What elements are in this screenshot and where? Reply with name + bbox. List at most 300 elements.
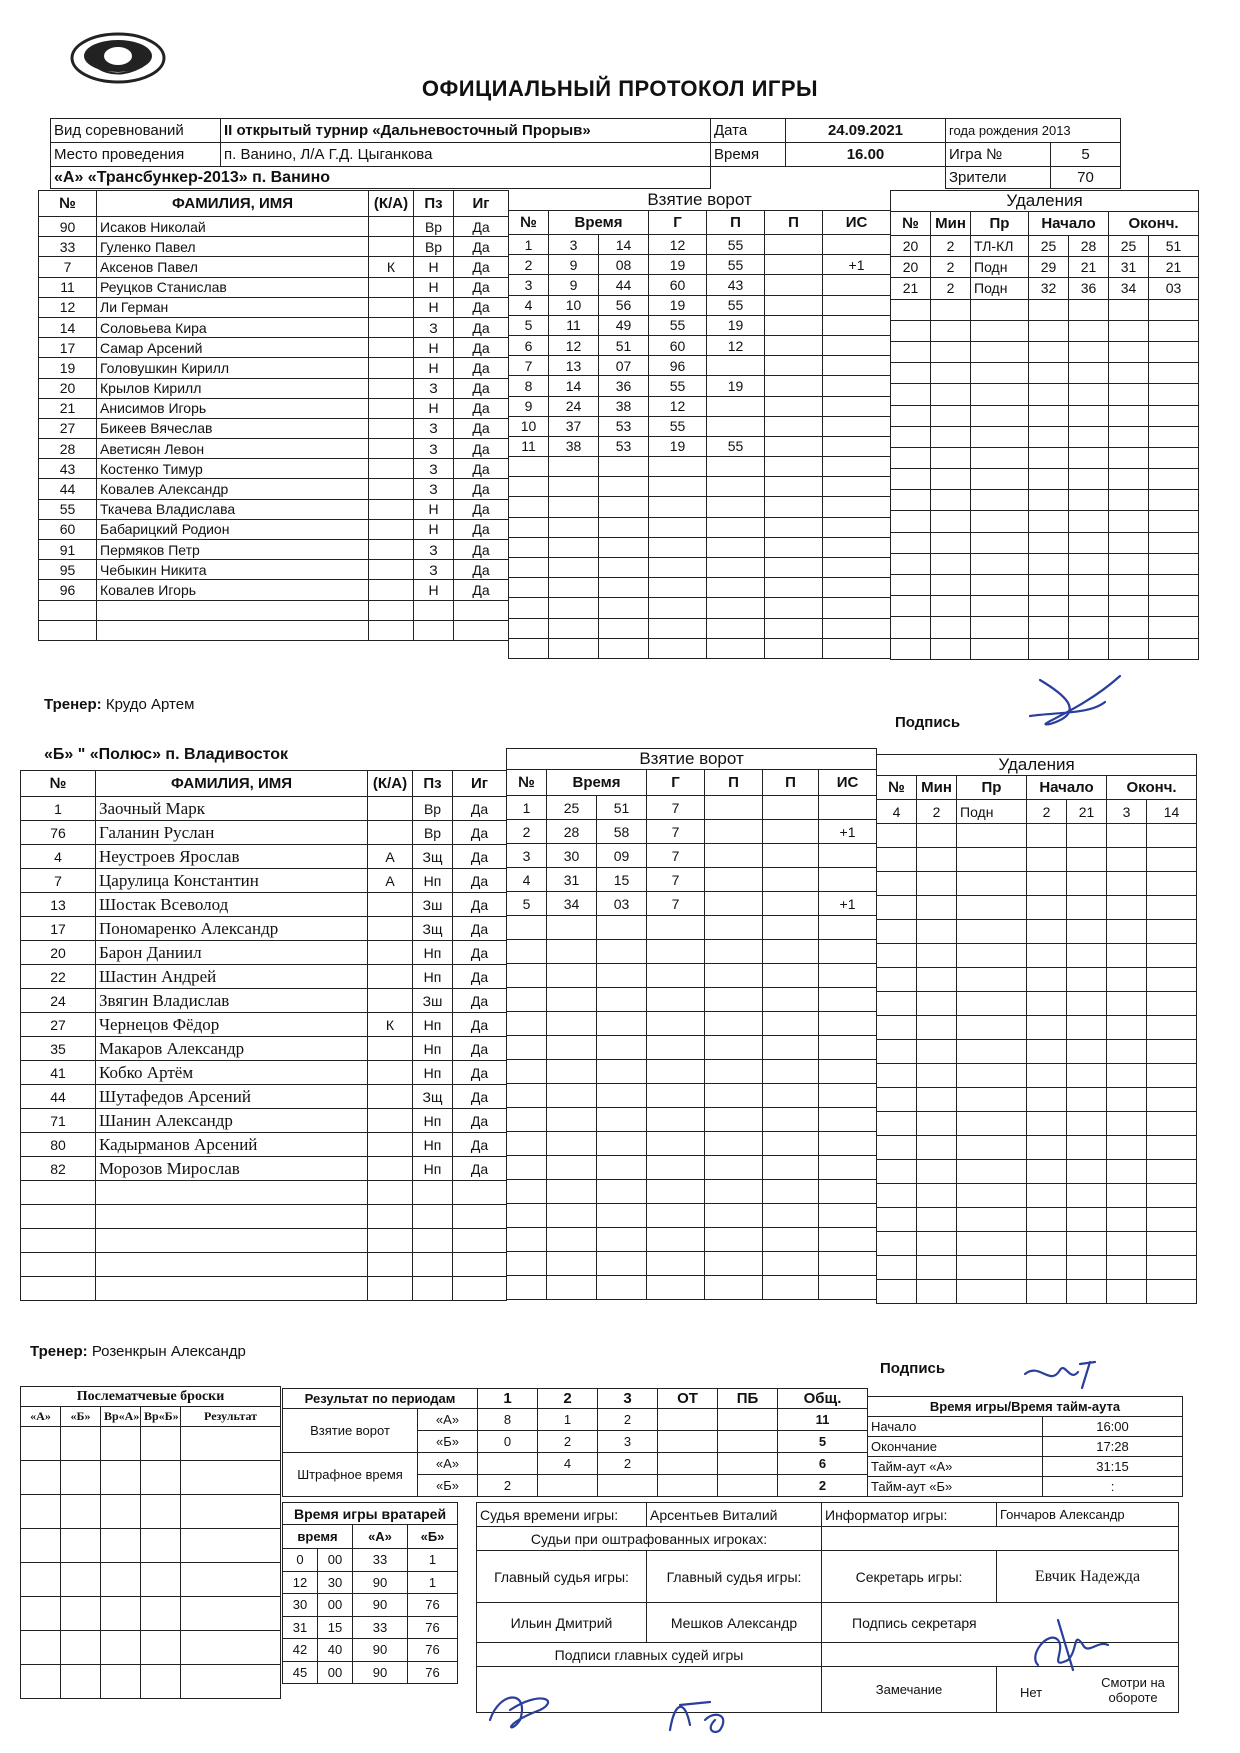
table-row bbox=[507, 1156, 877, 1180]
player-position: Вр bbox=[414, 217, 454, 237]
goal-scorer: 7 bbox=[647, 820, 705, 844]
pen-player bbox=[891, 320, 931, 341]
table-row bbox=[507, 1276, 877, 1300]
goalie-b: 1 bbox=[408, 1549, 458, 1572]
pen-player bbox=[891, 617, 931, 638]
pen-end-sec bbox=[1147, 1040, 1197, 1064]
timekeeper-value: Арсентьев Виталий bbox=[647, 1503, 822, 1527]
player-position: Зш bbox=[413, 989, 453, 1013]
player-position: З bbox=[414, 540, 454, 560]
table-row bbox=[507, 964, 877, 988]
player-role-ka bbox=[368, 1205, 413, 1229]
player-name: Ткачева Владислава bbox=[97, 499, 369, 519]
player-role-ka bbox=[368, 917, 413, 941]
goal-min: 34 bbox=[547, 892, 597, 916]
goal-min: 25 bbox=[547, 796, 597, 820]
player-name: Кадырманов Арсений bbox=[96, 1133, 368, 1157]
goal-no: 4 bbox=[507, 868, 547, 892]
table-row bbox=[39, 600, 509, 620]
player-number: 96 bbox=[39, 580, 97, 600]
pen-minutes: 2 bbox=[931, 236, 971, 257]
player-number: 12 bbox=[39, 297, 97, 317]
player-role-ka: А bbox=[368, 869, 413, 893]
pen-minutes bbox=[931, 511, 971, 532]
player-number: 27 bbox=[39, 418, 97, 438]
goal-situation bbox=[819, 1060, 877, 1084]
table-row bbox=[877, 968, 1197, 992]
pen-start-min bbox=[1029, 553, 1069, 574]
goal-sec bbox=[597, 1156, 647, 1180]
competition-label: Вид соревнований bbox=[51, 119, 221, 143]
pen-end-min bbox=[1107, 944, 1147, 968]
start-label: Начало bbox=[868, 1417, 1043, 1437]
goal-scorer bbox=[649, 578, 707, 598]
pen-minutes bbox=[917, 872, 957, 896]
pen-end-sec bbox=[1147, 944, 1197, 968]
pen-reason bbox=[971, 532, 1029, 553]
player-role-ka bbox=[368, 1157, 413, 1181]
player-number: 7 bbox=[21, 869, 96, 893]
goal-assist-2 bbox=[763, 1036, 819, 1060]
goal-sec bbox=[597, 1084, 647, 1108]
goal-no bbox=[509, 598, 549, 618]
venue-label: Место проведения bbox=[51, 143, 221, 167]
player-number: 21 bbox=[39, 398, 97, 418]
table-row bbox=[509, 436, 891, 456]
pen-start-sec bbox=[1069, 469, 1109, 490]
pen-reason bbox=[957, 1040, 1027, 1064]
pen-start-min bbox=[1029, 638, 1069, 659]
goal-sec bbox=[597, 940, 647, 964]
table-row bbox=[509, 255, 891, 275]
secretary-sign-label: Подпись секретаря bbox=[822, 1603, 1179, 1643]
team-b-coach-name: Розенкрын Александр bbox=[91, 1343, 246, 1360]
col-pz: Пз bbox=[413, 771, 453, 797]
player-number: 1 bbox=[21, 797, 96, 821]
pen-end-min: 3 bbox=[1107, 800, 1147, 824]
pen-reason bbox=[957, 824, 1027, 848]
pen-minutes bbox=[931, 469, 971, 490]
pen-end-min bbox=[1107, 992, 1147, 1016]
table-row bbox=[21, 1013, 507, 1037]
table-row bbox=[877, 800, 1197, 824]
col-pen-reason: Пр bbox=[957, 776, 1027, 800]
pen-end-sec bbox=[1149, 299, 1199, 320]
pen-start-min bbox=[1029, 384, 1069, 405]
pen-end-sec bbox=[1149, 638, 1199, 659]
pen-player bbox=[891, 384, 931, 405]
goal-scorer: 7 bbox=[647, 868, 705, 892]
table-row bbox=[891, 469, 1199, 490]
goal-sec bbox=[599, 457, 649, 477]
pen-player bbox=[877, 1160, 917, 1184]
goal-assist-2 bbox=[765, 315, 823, 335]
goal-situation bbox=[823, 638, 891, 658]
pen-start-min bbox=[1029, 299, 1069, 320]
goal-sec bbox=[599, 558, 649, 578]
table-row bbox=[507, 1108, 877, 1132]
table-row bbox=[877, 1256, 1197, 1280]
pen-start-min bbox=[1027, 1088, 1067, 1112]
pen-player bbox=[891, 490, 931, 511]
pen-reason bbox=[957, 920, 1027, 944]
goal-assist-2 bbox=[763, 796, 819, 820]
table-row bbox=[877, 1064, 1197, 1088]
referee-signatures bbox=[480, 1680, 780, 1740]
pen-minutes bbox=[931, 320, 971, 341]
table-row bbox=[509, 335, 891, 355]
player-name: Шанин Александр bbox=[96, 1109, 368, 1133]
see-back: Смотри на обороте bbox=[1101, 1674, 1165, 1705]
goalie-min: 0 bbox=[283, 1549, 318, 1572]
date-value: 24.09.2021 bbox=[786, 119, 946, 143]
player-number: 76 bbox=[21, 821, 96, 845]
table-row bbox=[891, 638, 1199, 659]
player-played: Да bbox=[454, 217, 509, 237]
player-number: 55 bbox=[39, 499, 97, 519]
pen-end-min bbox=[1107, 1184, 1147, 1208]
goal-min: 28 bbox=[547, 820, 597, 844]
player-position: Вр bbox=[413, 797, 453, 821]
table-row bbox=[507, 988, 877, 1012]
pen-end-min bbox=[1107, 1136, 1147, 1160]
pen-end-min bbox=[1107, 1160, 1147, 1184]
goalie-a: 90 bbox=[353, 1571, 408, 1594]
goal-min: 38 bbox=[549, 436, 599, 456]
end-value: 17:28 bbox=[1043, 1437, 1183, 1457]
goal-min bbox=[549, 497, 599, 517]
team-a-coach: Тренер: Крудо Артем bbox=[44, 696, 195, 713]
table-row bbox=[507, 1084, 877, 1108]
pen-start-min bbox=[1029, 532, 1069, 553]
pen-end-sec bbox=[1147, 872, 1197, 896]
goal-assist-1 bbox=[705, 1108, 763, 1132]
goal-situation: +1 bbox=[819, 820, 877, 844]
goal-sec bbox=[597, 1012, 647, 1036]
pen-end-min bbox=[1109, 469, 1149, 490]
table-row bbox=[21, 1253, 507, 1277]
pen-reason bbox=[957, 1136, 1027, 1160]
player-name: Аветисян Левон bbox=[97, 439, 369, 459]
table-row bbox=[507, 820, 877, 844]
pen-minutes bbox=[931, 617, 971, 638]
pen-start-min bbox=[1029, 320, 1069, 341]
pen-minutes bbox=[931, 447, 971, 468]
pen-end-min bbox=[1107, 1064, 1147, 1088]
player-role-ka bbox=[368, 1181, 413, 1205]
pen-start-min bbox=[1027, 1256, 1067, 1280]
period-value bbox=[718, 1431, 778, 1453]
table-row bbox=[283, 1661, 458, 1684]
table-row bbox=[507, 1036, 877, 1060]
pen-end-sec bbox=[1149, 320, 1199, 341]
goal-assist-2 bbox=[765, 436, 823, 456]
player-number: 80 bbox=[21, 1133, 96, 1157]
goal-sec bbox=[599, 517, 649, 537]
goal-situation bbox=[819, 1012, 877, 1036]
goal-no bbox=[507, 1276, 547, 1300]
goal-scorer bbox=[649, 517, 707, 537]
pen-end-sec bbox=[1149, 511, 1199, 532]
table-row bbox=[21, 797, 507, 821]
player-number: 35 bbox=[21, 1037, 96, 1061]
goal-situation bbox=[823, 315, 891, 335]
table-row bbox=[21, 965, 507, 989]
player-number bbox=[21, 1277, 96, 1301]
pen-reason bbox=[971, 299, 1029, 320]
pen-reason bbox=[957, 848, 1027, 872]
pen-end-min bbox=[1109, 384, 1149, 405]
pen-start-sec: 21 bbox=[1067, 800, 1107, 824]
table-row bbox=[39, 459, 509, 479]
goal-min bbox=[547, 1108, 597, 1132]
table-row bbox=[509, 295, 891, 315]
pen-start-min bbox=[1029, 490, 1069, 511]
player-role-ka bbox=[368, 1229, 413, 1253]
goal-no: 3 bbox=[507, 844, 547, 868]
pen-player bbox=[891, 532, 931, 553]
table-row bbox=[39, 358, 509, 378]
player-number: 24 bbox=[21, 989, 96, 1013]
table-row bbox=[877, 1112, 1197, 1136]
pen-end-min bbox=[1107, 920, 1147, 944]
goal-no bbox=[509, 558, 549, 578]
goal-no bbox=[509, 537, 549, 557]
goal-no bbox=[507, 1156, 547, 1180]
game-time-table bbox=[867, 1396, 1183, 1497]
goalie-min: 31 bbox=[283, 1616, 318, 1639]
col-goal-time: Время bbox=[547, 770, 647, 796]
pen-minutes bbox=[931, 384, 971, 405]
pen-start-sec bbox=[1067, 968, 1107, 992]
pen-end-min bbox=[1107, 1256, 1147, 1280]
col-pen-end: Оконч. bbox=[1109, 212, 1199, 236]
table-row bbox=[283, 1594, 458, 1617]
pen-start-sec bbox=[1067, 1064, 1107, 1088]
pen-end-sec bbox=[1147, 1232, 1197, 1256]
pen-start-sec bbox=[1069, 511, 1109, 532]
player-name: Кобко Артём bbox=[96, 1061, 368, 1085]
pen-start-sec bbox=[1067, 1208, 1107, 1232]
goalie-col-a: «А» bbox=[353, 1525, 408, 1549]
player-played: Да bbox=[454, 237, 509, 257]
pen-player bbox=[877, 1112, 917, 1136]
goal-scorer: 60 bbox=[649, 335, 707, 355]
goalie-a: 90 bbox=[353, 1661, 408, 1684]
pen-start-sec bbox=[1069, 384, 1109, 405]
player-position bbox=[413, 1277, 453, 1301]
goal-min bbox=[547, 916, 597, 940]
table-row bbox=[891, 553, 1199, 574]
team-b-coach: Тренер: Розенкрын Александр bbox=[30, 1343, 246, 1360]
goal-situation bbox=[823, 335, 891, 355]
goal-sec: 09 bbox=[597, 844, 647, 868]
goalie-b: 1 bbox=[408, 1571, 458, 1594]
pen-start-sec bbox=[1069, 320, 1109, 341]
pen-end-min bbox=[1109, 447, 1149, 468]
period-value: 1 bbox=[538, 1409, 598, 1431]
goal-assist-2 bbox=[763, 916, 819, 940]
goal-no bbox=[509, 477, 549, 497]
goal-min: 31 bbox=[547, 868, 597, 892]
player-number: 28 bbox=[39, 439, 97, 459]
table-row bbox=[21, 845, 507, 869]
player-position bbox=[413, 1205, 453, 1229]
player-role-ka bbox=[369, 358, 414, 378]
player-position: Зщ bbox=[413, 845, 453, 869]
goal-situation bbox=[819, 1036, 877, 1060]
player-played: Да bbox=[454, 378, 509, 398]
pen-minutes bbox=[931, 638, 971, 659]
table-row bbox=[39, 439, 509, 459]
pen-end-min bbox=[1107, 824, 1147, 848]
goal-scorer bbox=[647, 964, 705, 988]
period-value bbox=[658, 1409, 718, 1431]
goal-min bbox=[549, 537, 599, 557]
goal-no bbox=[507, 1060, 547, 1084]
table-row bbox=[39, 317, 509, 337]
col-goal-scorer: Г bbox=[647, 770, 705, 796]
player-role-ka bbox=[369, 418, 414, 438]
game-no-value: 5 bbox=[1051, 143, 1121, 167]
table-row bbox=[39, 398, 509, 418]
table-row bbox=[507, 1060, 877, 1084]
goal-assist-2 bbox=[765, 295, 823, 315]
goal-assist-1 bbox=[707, 477, 765, 497]
goal-no bbox=[507, 1252, 547, 1276]
period-value: 2 bbox=[478, 1475, 538, 1497]
col-pen-min: Мин bbox=[931, 212, 971, 236]
period-col-ot: ОТ bbox=[658, 1389, 718, 1409]
player-number bbox=[39, 620, 97, 640]
table-row bbox=[891, 236, 1199, 257]
goal-assist-2 bbox=[765, 517, 823, 537]
goal-scorer bbox=[649, 497, 707, 517]
goal-scorer bbox=[647, 1036, 705, 1060]
goal-no bbox=[507, 916, 547, 940]
pen-minutes bbox=[917, 848, 957, 872]
goal-scorer bbox=[647, 1132, 705, 1156]
pen-reason bbox=[957, 992, 1027, 1016]
pen-player bbox=[877, 1280, 917, 1304]
pen-start-sec bbox=[1067, 1184, 1107, 1208]
goal-sec: 53 bbox=[599, 436, 649, 456]
goal-sec: 53 bbox=[599, 416, 649, 436]
pen-start-min bbox=[1029, 469, 1069, 490]
table-row bbox=[39, 499, 509, 519]
player-played: Да bbox=[453, 989, 507, 1013]
pen-start-min bbox=[1027, 824, 1067, 848]
timeout-b-value: : bbox=[1043, 1477, 1183, 1497]
goal-min bbox=[549, 558, 599, 578]
goal-assist-1 bbox=[707, 558, 765, 578]
goal-scorer: 7 bbox=[647, 844, 705, 868]
player-played: Да bbox=[454, 297, 509, 317]
goal-scorer bbox=[647, 1012, 705, 1036]
player-number: 11 bbox=[39, 277, 97, 297]
col-pen-no: № bbox=[891, 212, 931, 236]
pen-player bbox=[877, 968, 917, 992]
team-b-goals bbox=[506, 748, 877, 1300]
pen-start-sec bbox=[1067, 896, 1107, 920]
table-row bbox=[891, 320, 1199, 341]
pen-start-sec bbox=[1067, 1280, 1107, 1304]
goal-assist-1 bbox=[705, 892, 763, 916]
player-number: 13 bbox=[21, 893, 96, 917]
goal-no: 8 bbox=[509, 376, 549, 396]
goal-scorer: 55 bbox=[649, 376, 707, 396]
goal-situation bbox=[823, 356, 891, 376]
time-label: Время bbox=[711, 143, 786, 167]
goal-no bbox=[507, 1108, 547, 1132]
goal-situation: +1 bbox=[823, 255, 891, 275]
pen-end-sec bbox=[1147, 1280, 1197, 1304]
period-col-3: 3 bbox=[598, 1389, 658, 1409]
period-col-so: ПБ bbox=[718, 1389, 778, 1409]
pen-minutes bbox=[917, 1160, 957, 1184]
goal-situation bbox=[819, 1252, 877, 1276]
goal-scorer bbox=[649, 558, 707, 578]
goal-min bbox=[549, 457, 599, 477]
goal-no: 11 bbox=[509, 436, 549, 456]
pen-start-min bbox=[1027, 992, 1067, 1016]
goalies-title: Время игры вратарей bbox=[283, 1503, 458, 1525]
player-number: 27 bbox=[21, 1013, 96, 1037]
player-played: Да bbox=[454, 317, 509, 337]
pen-minutes bbox=[931, 596, 971, 617]
goal-assist-2 bbox=[763, 1012, 819, 1036]
player-position: З bbox=[414, 418, 454, 438]
player-position: Нп bbox=[413, 1109, 453, 1133]
goal-min bbox=[547, 1036, 597, 1060]
pen-start-min bbox=[1027, 1112, 1067, 1136]
player-name: Чернецов Фёдор bbox=[96, 1013, 368, 1037]
pen-end-sec bbox=[1147, 1064, 1197, 1088]
pen-start-min bbox=[1029, 363, 1069, 384]
pen-start-sec bbox=[1069, 363, 1109, 384]
goalie-a: 90 bbox=[353, 1594, 408, 1617]
player-name: Чебыкин Никита bbox=[97, 560, 369, 580]
table-row bbox=[877, 848, 1197, 872]
player-name: Ковалев Александр bbox=[97, 479, 369, 499]
periods-title: Результат по периодам bbox=[283, 1389, 478, 1409]
pen-minutes bbox=[931, 341, 971, 362]
pen-player bbox=[877, 920, 917, 944]
goal-sec bbox=[599, 497, 649, 517]
player-role-ka bbox=[369, 237, 414, 257]
goal-assist-1 bbox=[707, 356, 765, 376]
pen-reason bbox=[971, 341, 1029, 362]
pen-reason: Подн bbox=[971, 257, 1029, 278]
table-row bbox=[39, 540, 509, 560]
player-position: Нп bbox=[413, 965, 453, 989]
goal-assist-1: 55 bbox=[707, 295, 765, 315]
pen-end-sec bbox=[1147, 1016, 1197, 1040]
goal-assist-2 bbox=[765, 598, 823, 618]
player-name: Самар Арсений bbox=[97, 338, 369, 358]
shootout-col-a: «А» bbox=[21, 1407, 61, 1427]
table-row bbox=[283, 1639, 458, 1662]
pen-start-min: 32 bbox=[1029, 278, 1069, 299]
pen-start-min bbox=[1029, 596, 1069, 617]
pen-player bbox=[877, 896, 917, 920]
end-label: Окончание bbox=[868, 1437, 1043, 1457]
goal-min bbox=[547, 1180, 597, 1204]
player-role-ka bbox=[368, 821, 413, 845]
goal-situation bbox=[819, 1276, 877, 1300]
pen-start-min: 29 bbox=[1029, 257, 1069, 278]
goal-no: 9 bbox=[509, 396, 549, 416]
